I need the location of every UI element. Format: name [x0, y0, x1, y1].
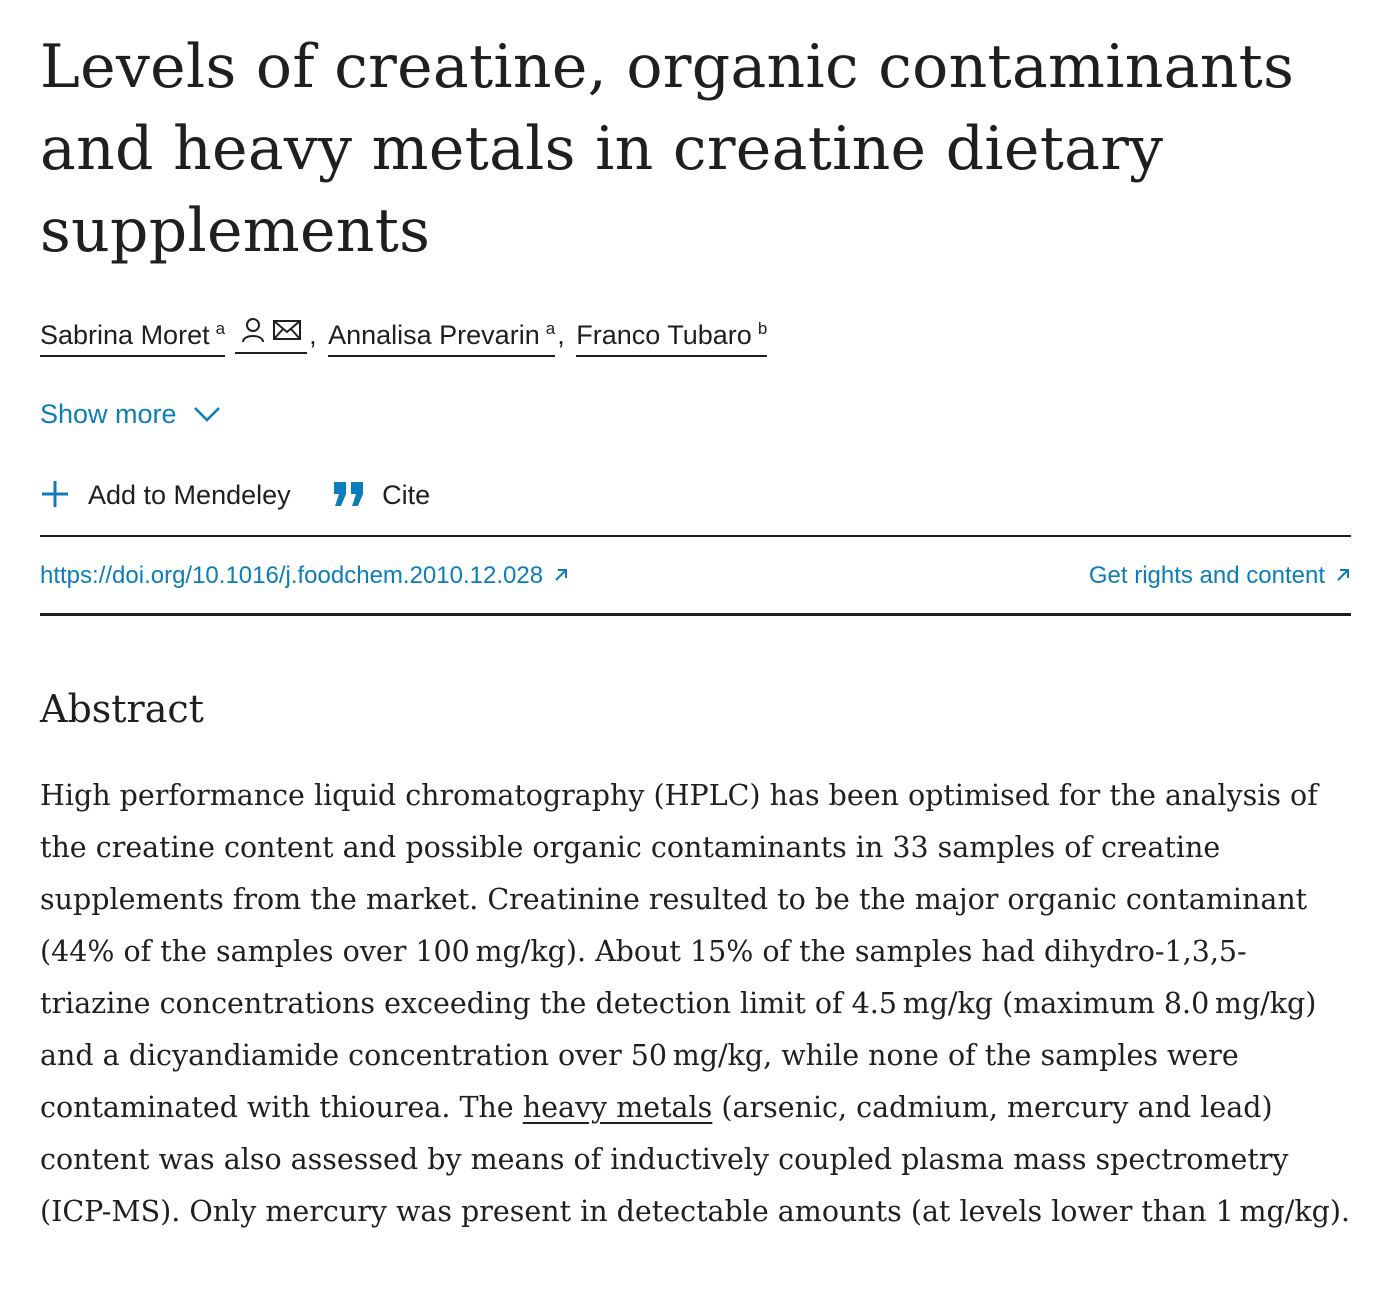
author-link-tubaro[interactable]	[576, 315, 767, 357]
envelope-icon	[273, 319, 301, 341]
divider-bottom	[40, 613, 1351, 616]
author-separator: ,	[309, 320, 317, 350]
author-link-moret[interactable]	[40, 315, 225, 357]
divider-top	[40, 535, 1351, 537]
author-link-prevarin[interactable]	[328, 315, 555, 357]
author-name: Franco Tubaro	[576, 320, 752, 350]
affiliation-marker: b	[757, 319, 768, 338]
author-name: Sabrina Moret	[40, 320, 210, 350]
abstract-text-part-1: High performance liquid chromatography (HPLC) has been optimised for the analysis of the creatine content and possible organic contaminants in 33 samples of creatine supplements from the market. Creatinine resulted to be the major organic contaminant (44% of the samples over 100 mg/kg). About 15% of the samples had dihydro-1,3,5-triazine concentrations exceeding the detection limit of 4.5 mg/kg (maximum 8.0 mg/kg) and a dicyandiamide concentration over 50 mg/kg, while none of the samples were contaminated with thiourea. The	[40, 779, 1318, 1124]
affiliation-marker: a	[545, 319, 556, 338]
show-more-label: Show more	[40, 399, 177, 429]
external-arrow-icon	[1335, 567, 1351, 583]
quote-icon	[332, 480, 366, 508]
show-more-button[interactable]	[40, 394, 221, 434]
heavy-metals-link[interactable]: heavy metals	[522, 1091, 713, 1124]
author-separator: ,	[557, 320, 565, 350]
doi-link[interactable]	[40, 556, 569, 596]
abstract-text	[40, 770, 1351, 1238]
add-to-mendeley-label: Add to Mendeley	[88, 480, 291, 510]
chevron-down-icon	[193, 405, 221, 423]
author-list	[40, 312, 767, 358]
add-to-mendeley-button[interactable]	[40, 474, 291, 516]
cite-button[interactable]	[332, 474, 430, 516]
affiliation-marker: a	[215, 319, 226, 338]
article-actions	[40, 474, 430, 516]
cite-label: Cite	[382, 480, 431, 510]
plus-icon	[40, 479, 70, 509]
doi-row	[40, 556, 1351, 596]
author-contact-icons[interactable]	[235, 312, 307, 354]
get-rights-link[interactable]	[1089, 556, 1351, 596]
external-arrow-icon	[553, 567, 569, 583]
author-name: Annalisa Prevarin	[328, 320, 540, 350]
abstract-text-part-2: (arsenic, cadmium, mercury and lead) content was also assessed by means of inductively coupled plasma mass spectrometry (ICP-MS). Only mercury was present in detectable amounts (at levels lower than 1 mg/kg).	[40, 1091, 1351, 1228]
doi-text: https://doi.org/10.1016/j.foodchem.2010.12.028	[40, 562, 544, 589]
get-rights-label: Get rights and content	[1088, 562, 1325, 589]
person-icon	[241, 317, 265, 343]
article-title: Levels of creatine, organic contaminants and heavy metals in creatine dietary supplements	[40, 32, 1295, 266]
abstract-heading: Abstract	[40, 687, 204, 731]
